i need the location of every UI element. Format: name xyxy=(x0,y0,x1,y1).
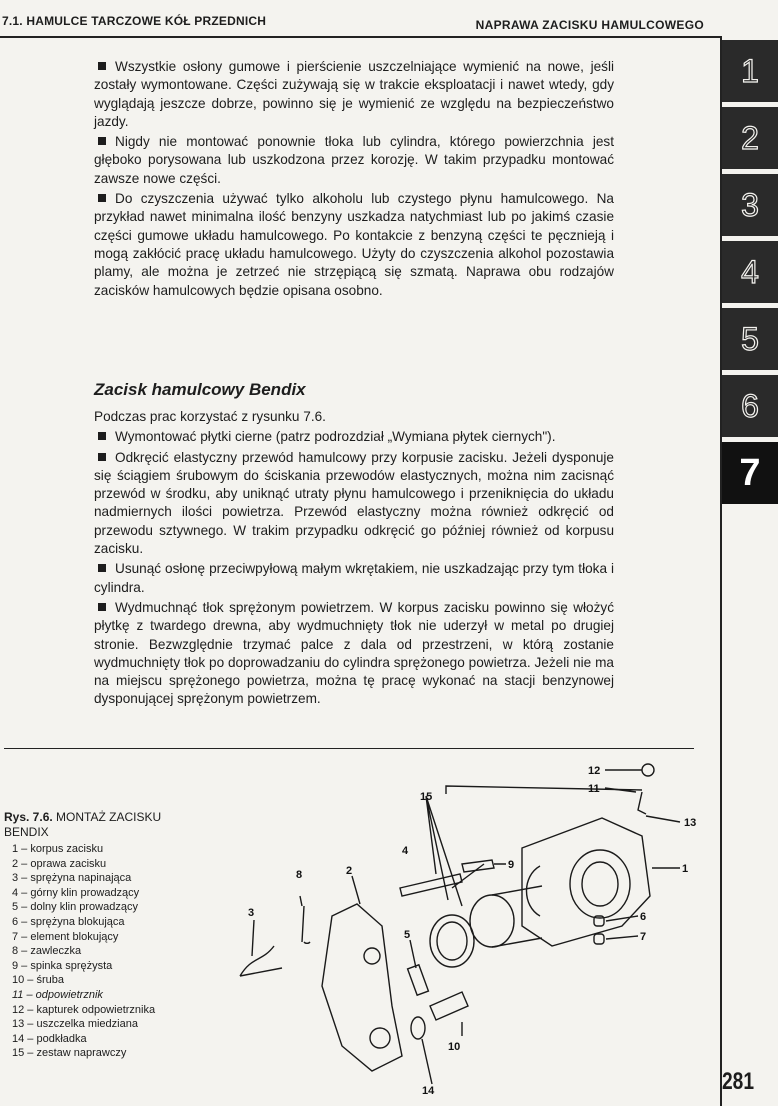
header-left: 7.1. HAMULCE TARCZOWE KÓŁ PRZEDNICH xyxy=(2,14,267,28)
legend-item: 4 – górny klin prowadzący xyxy=(12,886,140,899)
page-number: 281 xyxy=(722,1068,755,1095)
bullet-icon xyxy=(98,432,106,440)
bullet-icon xyxy=(98,453,106,461)
intro-paragraph: Do czyszczenia używać tylko alkoholu lub czystego płynu hamulcowego. Na przykład nawet minimalna ilość benzyny uszkadza natychmiast lub po jakimś czasie części gumowe układu hamulcowego. Po kontakcie z benzyną części te pęcznieją i mogą zakłócić pracę układu hamulcowego. Użyty do czyszczenia alkohol pozostawia plamy, ale można je zetrzeć nie strzępiącą się szmatą. Naprawa obu rodzajów zacisków hamulcowych będzie opisana osobno. xyxy=(94,191,614,298)
caliper-body-shape xyxy=(522,818,650,946)
legend-item: 10 – śruba xyxy=(12,974,64,987)
section-paragraph: Wymontować płytki cierne (patrz podrozdział „Wymiana płytek ciernych"). xyxy=(115,429,556,445)
fig-label-15: 15 xyxy=(420,791,433,803)
chapter-tab-4[interactable]: 4 xyxy=(722,241,778,304)
legend-item: 8 – zawleczka xyxy=(12,945,82,958)
legend-item: 5 – dolny klin prowadzący xyxy=(12,901,138,914)
legend-item: 13 – uszczelka miedziana xyxy=(12,1018,138,1031)
fig-label-6: 6 xyxy=(640,911,647,923)
brake-caliper-diagram xyxy=(222,756,702,1096)
intro-paragraph: Wszystkie osłony gumowe i pierścienie uszczelniające wymienić na nowe, jeśli zostały wymontowane. Części zużywają się w trakcie eksploatacji i nawet wtedy, gdy wyglądają jeszcze dobrze, powinno się je wymienić ze względu na bezpieczeństwo jazdy. xyxy=(94,59,614,129)
bleeder-shape xyxy=(638,792,646,814)
fig-label-5: 5 xyxy=(404,929,411,941)
fig-label-10: 10 xyxy=(448,1041,461,1053)
caption-label: Rys. 7.6. xyxy=(4,810,53,824)
legend-item: 12 – kapturek odpowietrznika xyxy=(12,1003,156,1016)
legend-item: 6 – sprężyna blokująca xyxy=(12,915,125,928)
bullet-icon xyxy=(98,62,106,70)
bullet-icon xyxy=(98,564,106,572)
legend-item: 3 – sprężyna napinająca xyxy=(12,872,132,885)
bleeder-cap-shape xyxy=(642,764,654,776)
fig-label-13: 13 xyxy=(684,817,697,829)
fig-label-9: 9 xyxy=(508,859,515,871)
chapter-tab-3[interactable]: 3 xyxy=(722,174,778,237)
lower-wedge-shape xyxy=(408,965,429,995)
fig-label-1: 1 xyxy=(682,863,689,875)
caliper-bore-shape xyxy=(570,850,630,918)
fig-label-12: 12 xyxy=(588,765,601,777)
section-title: Zacisk hamulcowy Bendix xyxy=(94,380,306,399)
spring-shape xyxy=(240,946,282,976)
fig-label-2: 2 xyxy=(346,865,353,877)
fig-label-4: 4 xyxy=(402,845,409,857)
section-text xyxy=(94,408,614,711)
intro-paragraph: Nigdy nie montować ponownie tłoka lub cylindra, którego powierzchnia jest głęboko porysowana lub uszkodzona przez korozję. W takim przypadku montować zawsze nowe części. xyxy=(94,134,614,186)
fig-label-11: 11 xyxy=(588,783,600,795)
legend-item: 2 – oprawa zacisku xyxy=(12,857,107,870)
legend-item: 7 – element blokujący xyxy=(12,930,119,943)
fig-label-14: 14 xyxy=(422,1085,435,1096)
legend-item: 15 – zestaw naprawczy xyxy=(12,1047,127,1060)
chapter-tab-1[interactable]: 1 xyxy=(722,40,778,103)
figure-caption xyxy=(4,810,204,1061)
section-paragraph: Odkręcić elastyczny przewód hamulcowy przy korpusie zacisku. Jeżeli dysponuje się ściągiem śrubowym do ściskania przewodów elastycznych, można nim zacisnąć przewód w środku, aby uniknąć utraty płynu hamulcowego i przeniknięcia do układu nadmiernych ilości powietrza. Przewód elastyczny można również odkręcić od przewodu sztywnego. W trakim przypadku odkręcić go później również od korpusu zacisku. xyxy=(94,449,614,557)
figure-rule xyxy=(4,748,694,749)
header-right: NAPRAWA ZACISKU HAMULCOWEGO xyxy=(475,18,704,32)
caliper-frame-shape xyxy=(322,904,402,1071)
clip-shape xyxy=(462,860,494,872)
fig-label-8: 8 xyxy=(296,869,303,881)
chapter-tab-7[interactable]: 7 xyxy=(722,442,778,505)
bullet-icon xyxy=(98,137,106,145)
bullet-icon xyxy=(98,603,106,611)
section-intro: Podczas prac korzystać z rysunku 7.6. xyxy=(94,409,326,424)
fig-label-7: 7 xyxy=(640,931,647,943)
piston-shape xyxy=(470,895,514,947)
chapter-tab-6[interactable]: 6 xyxy=(722,375,778,438)
fig-label-3: 3 xyxy=(248,907,255,919)
washer-shape xyxy=(411,1017,425,1039)
section-paragraph: Wydmuchnąć tłok sprężonym powietrzem. W korpus zacisku powinno się włożyć płytkę z twardego drewna, aby wydmuchnięty tłok nie uderzył w metal po drugiej stronie. Bezwzględnie trzymać palce z dala od przestrzeni, w którą zostanie wydmuchnięty tłok po doprowadzaniu do cylindra sprężonego powietrza. Jeżeli nie ma na miejscu sprężonego powietrza, można tę pracę wykonać na stacji benzynowej dysponującej sprężonym powietrzem. xyxy=(94,599,614,707)
legend-item: 1 – korpus zacisku xyxy=(12,843,104,855)
pin-shape xyxy=(302,906,310,943)
section-paragraph: Usunąć osłonę przeciwpyłową małym wkrętakiem, nie uszkadzając przy tym tłoka i cylindra. xyxy=(94,561,614,595)
intro-text xyxy=(94,58,614,302)
chapter-tab-2[interactable]: 2 xyxy=(722,107,778,170)
legend-item: 11 – odpowietrznik xyxy=(12,988,103,1001)
legend-item: 14 – podkładka xyxy=(12,1032,87,1045)
legend-item: 9 – spinka sprężysta xyxy=(12,959,113,972)
chapter-tabs xyxy=(722,40,778,509)
header-rule xyxy=(0,36,722,38)
caption-title: MONTAŻ ZACISKU BENDIX xyxy=(4,810,162,839)
bullet-icon xyxy=(98,194,106,202)
chapter-tab-5[interactable]: 5 xyxy=(722,308,778,371)
bolt-shape xyxy=(430,992,468,1020)
